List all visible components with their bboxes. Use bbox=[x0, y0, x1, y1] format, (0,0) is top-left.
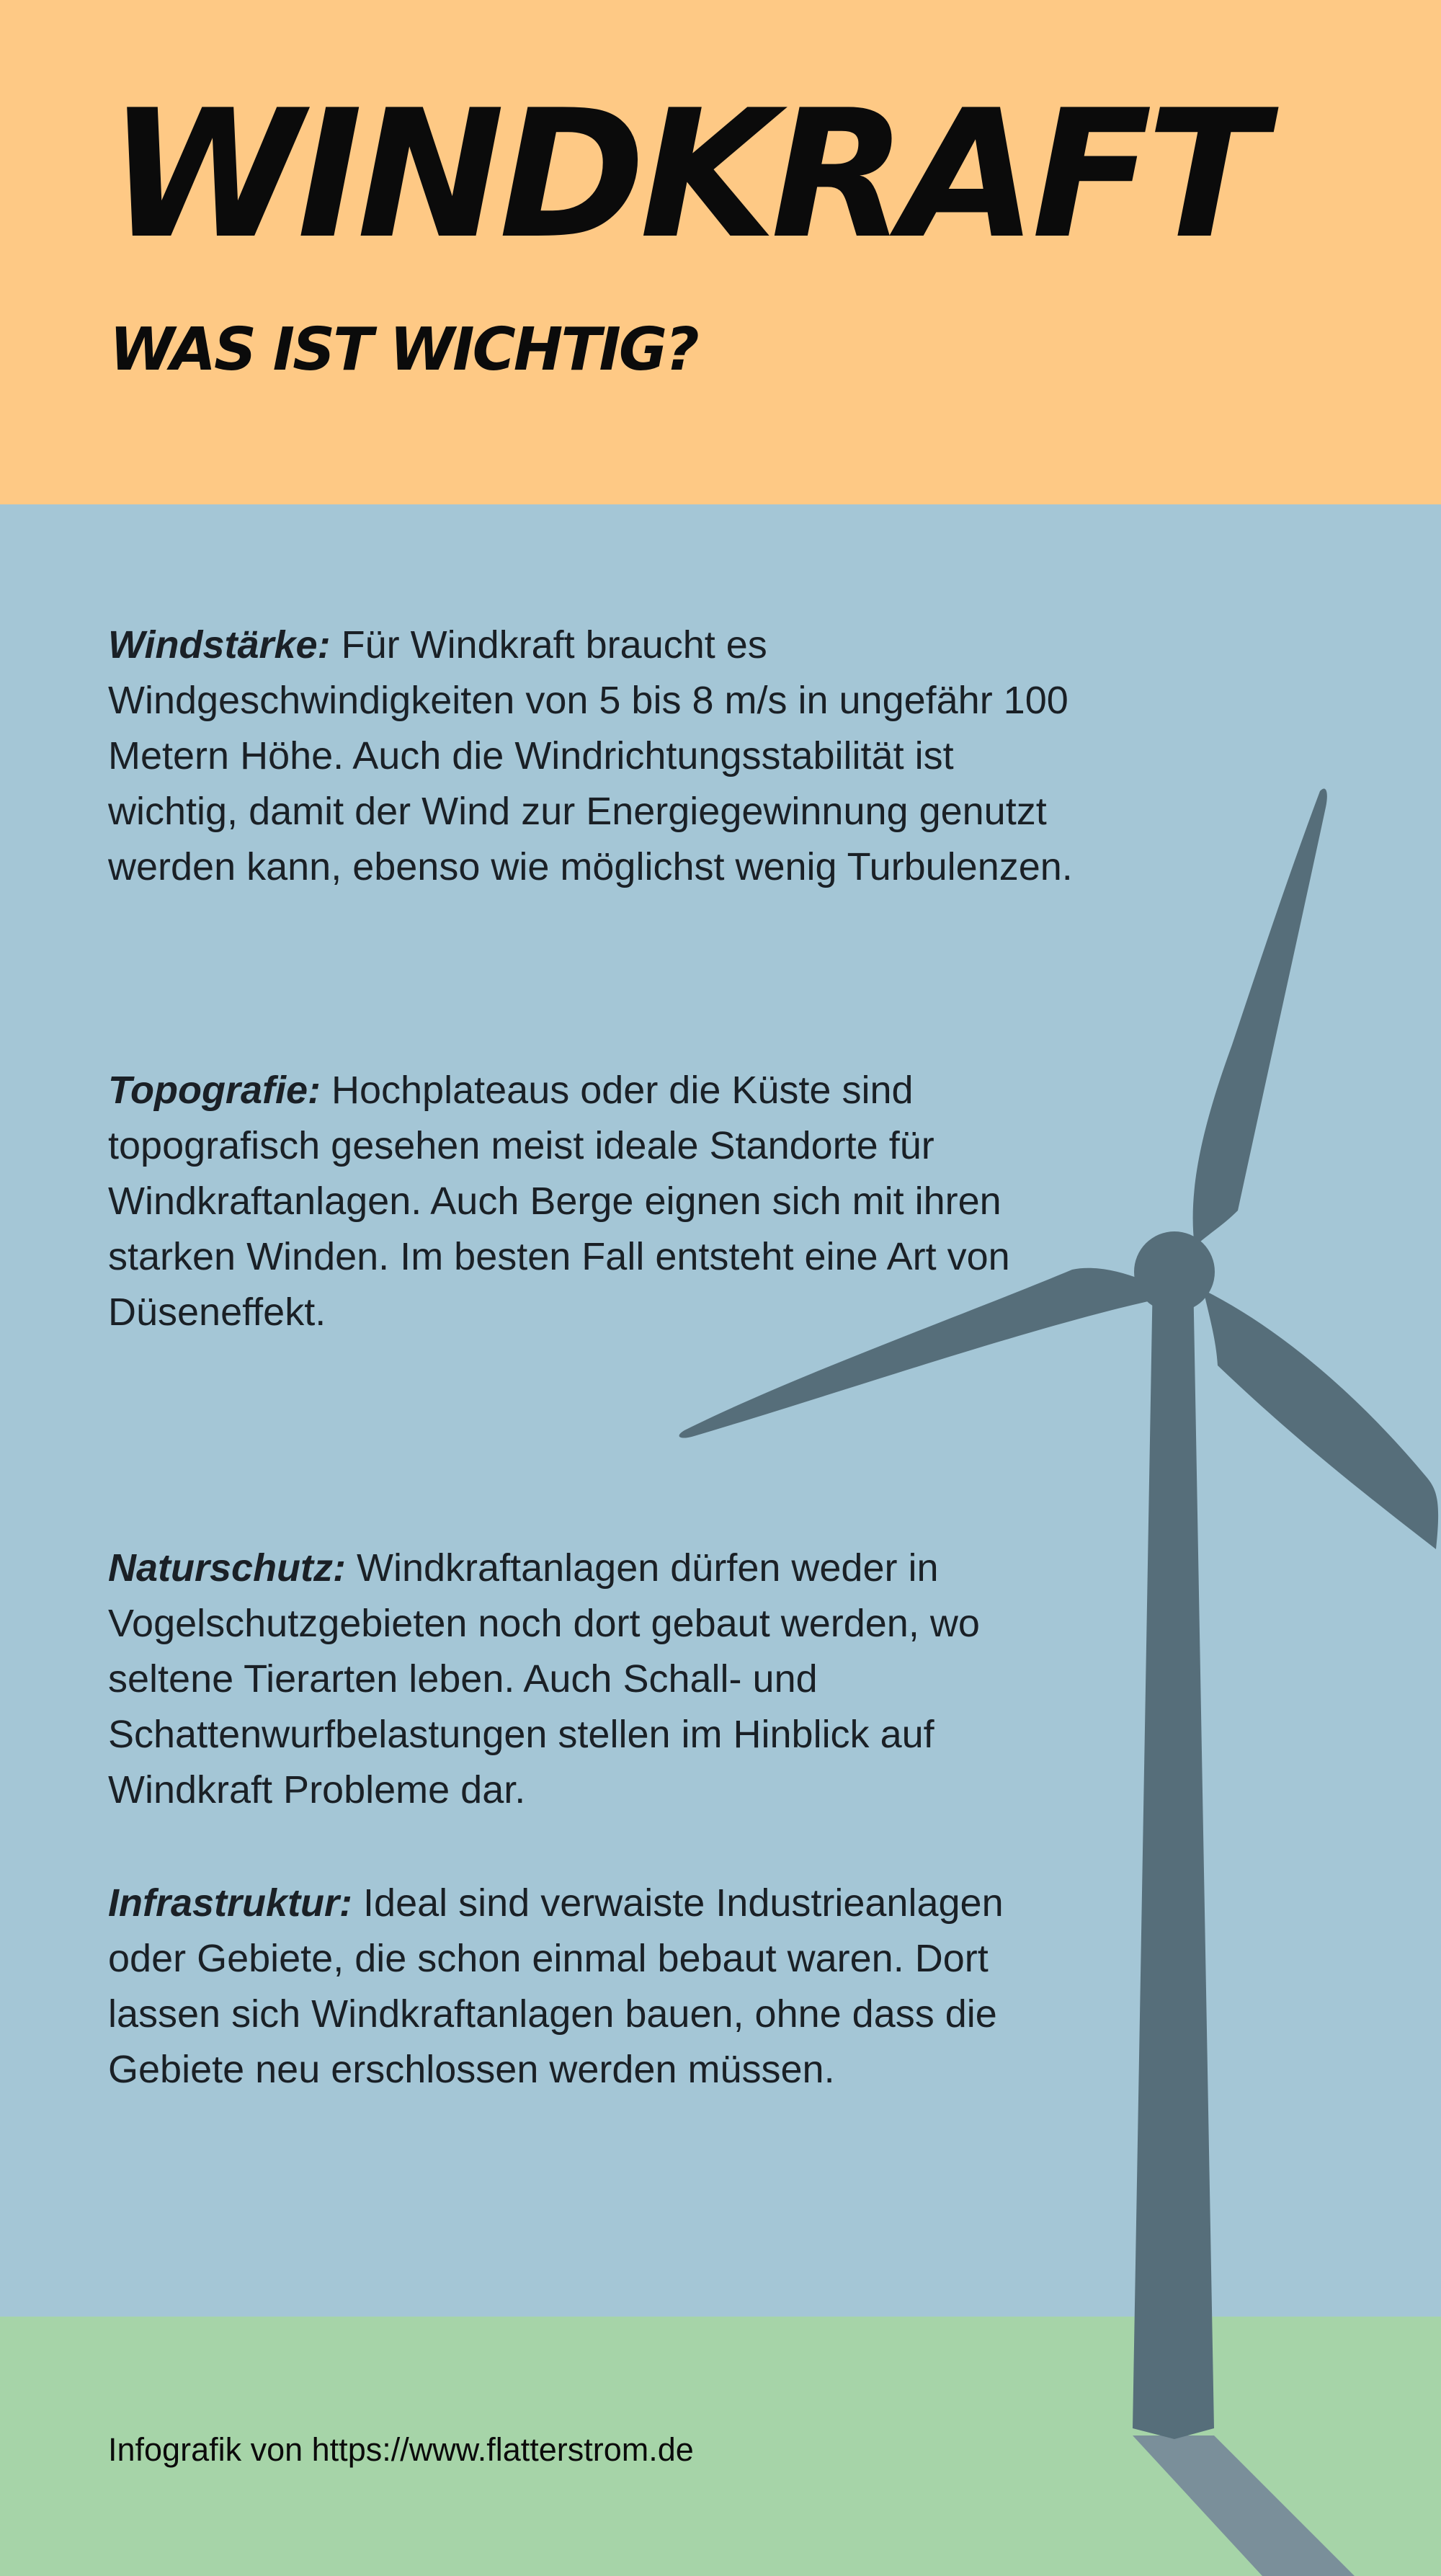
turbine-tower bbox=[1133, 1275, 1214, 2439]
section-topografie bbox=[108, 1063, 1088, 1340]
section-heading: Infrastruktur: bbox=[108, 1881, 353, 1925]
section-windstaerke bbox=[108, 618, 1088, 895]
turbine-blade-right bbox=[1203, 1290, 1438, 1549]
section-text: Windkraftanlagen dürfen weder in Vogelschutzgebieten noch dort gebaut werden, wo seltene Tierarten leben. Auch Schall- und Schattenwurfbelastungen stellen im Hinblick auf Windkraft Probleme dar. bbox=[108, 1546, 980, 1811]
section-naturschutz bbox=[108, 1541, 1088, 1818]
section-text: Ideal sind verwaiste Industrieanlagen oder Gebiete, die schon einmal bebaut waren. Dort lassen sich Windkraftanlagen bauen, ohne dass die Gebiete neu erschlossen werden müssen. bbox=[108, 1881, 1004, 2091]
section-text: Hochplateaus oder die Küste sind topografisch gesehen meist ideale Standorte für Windkraftanlagen. Auch Berge eignen sich mit ihren starken Winden. Im besten Fall entsteht eine Art von Düseneffekt. bbox=[108, 1069, 1010, 1334]
section-text: Für Windkraft braucht es Windgeschwindigkeiten von 5 bis 8 m/s in ungefähr 100 Metern Höhe. Auch die Windrichtungsstabilität ist wichtig, damit der Wind zur Energiegewinnung genutzt werden kann, ebenso wie möglichst wenig Turbulenzen. bbox=[108, 623, 1073, 888]
source-credit: Infografik von https://www.flatterstrom.de bbox=[108, 2431, 694, 2468]
turbine-shadow bbox=[1133, 2435, 1355, 2576]
page-subtitle: WAS IST WICHTIG? bbox=[110, 316, 697, 384]
section-heading: Topografie: bbox=[108, 1069, 321, 1112]
turbine-hub bbox=[1134, 1231, 1215, 1312]
section-heading: Naturschutz: bbox=[108, 1546, 347, 1590]
page-title: WINDKRAFT bbox=[108, 72, 1262, 277]
section-heading: Windstärke: bbox=[108, 623, 331, 667]
turbine-blade-upper bbox=[1193, 788, 1327, 1247]
section-infrastruktur bbox=[108, 1876, 1088, 2098]
